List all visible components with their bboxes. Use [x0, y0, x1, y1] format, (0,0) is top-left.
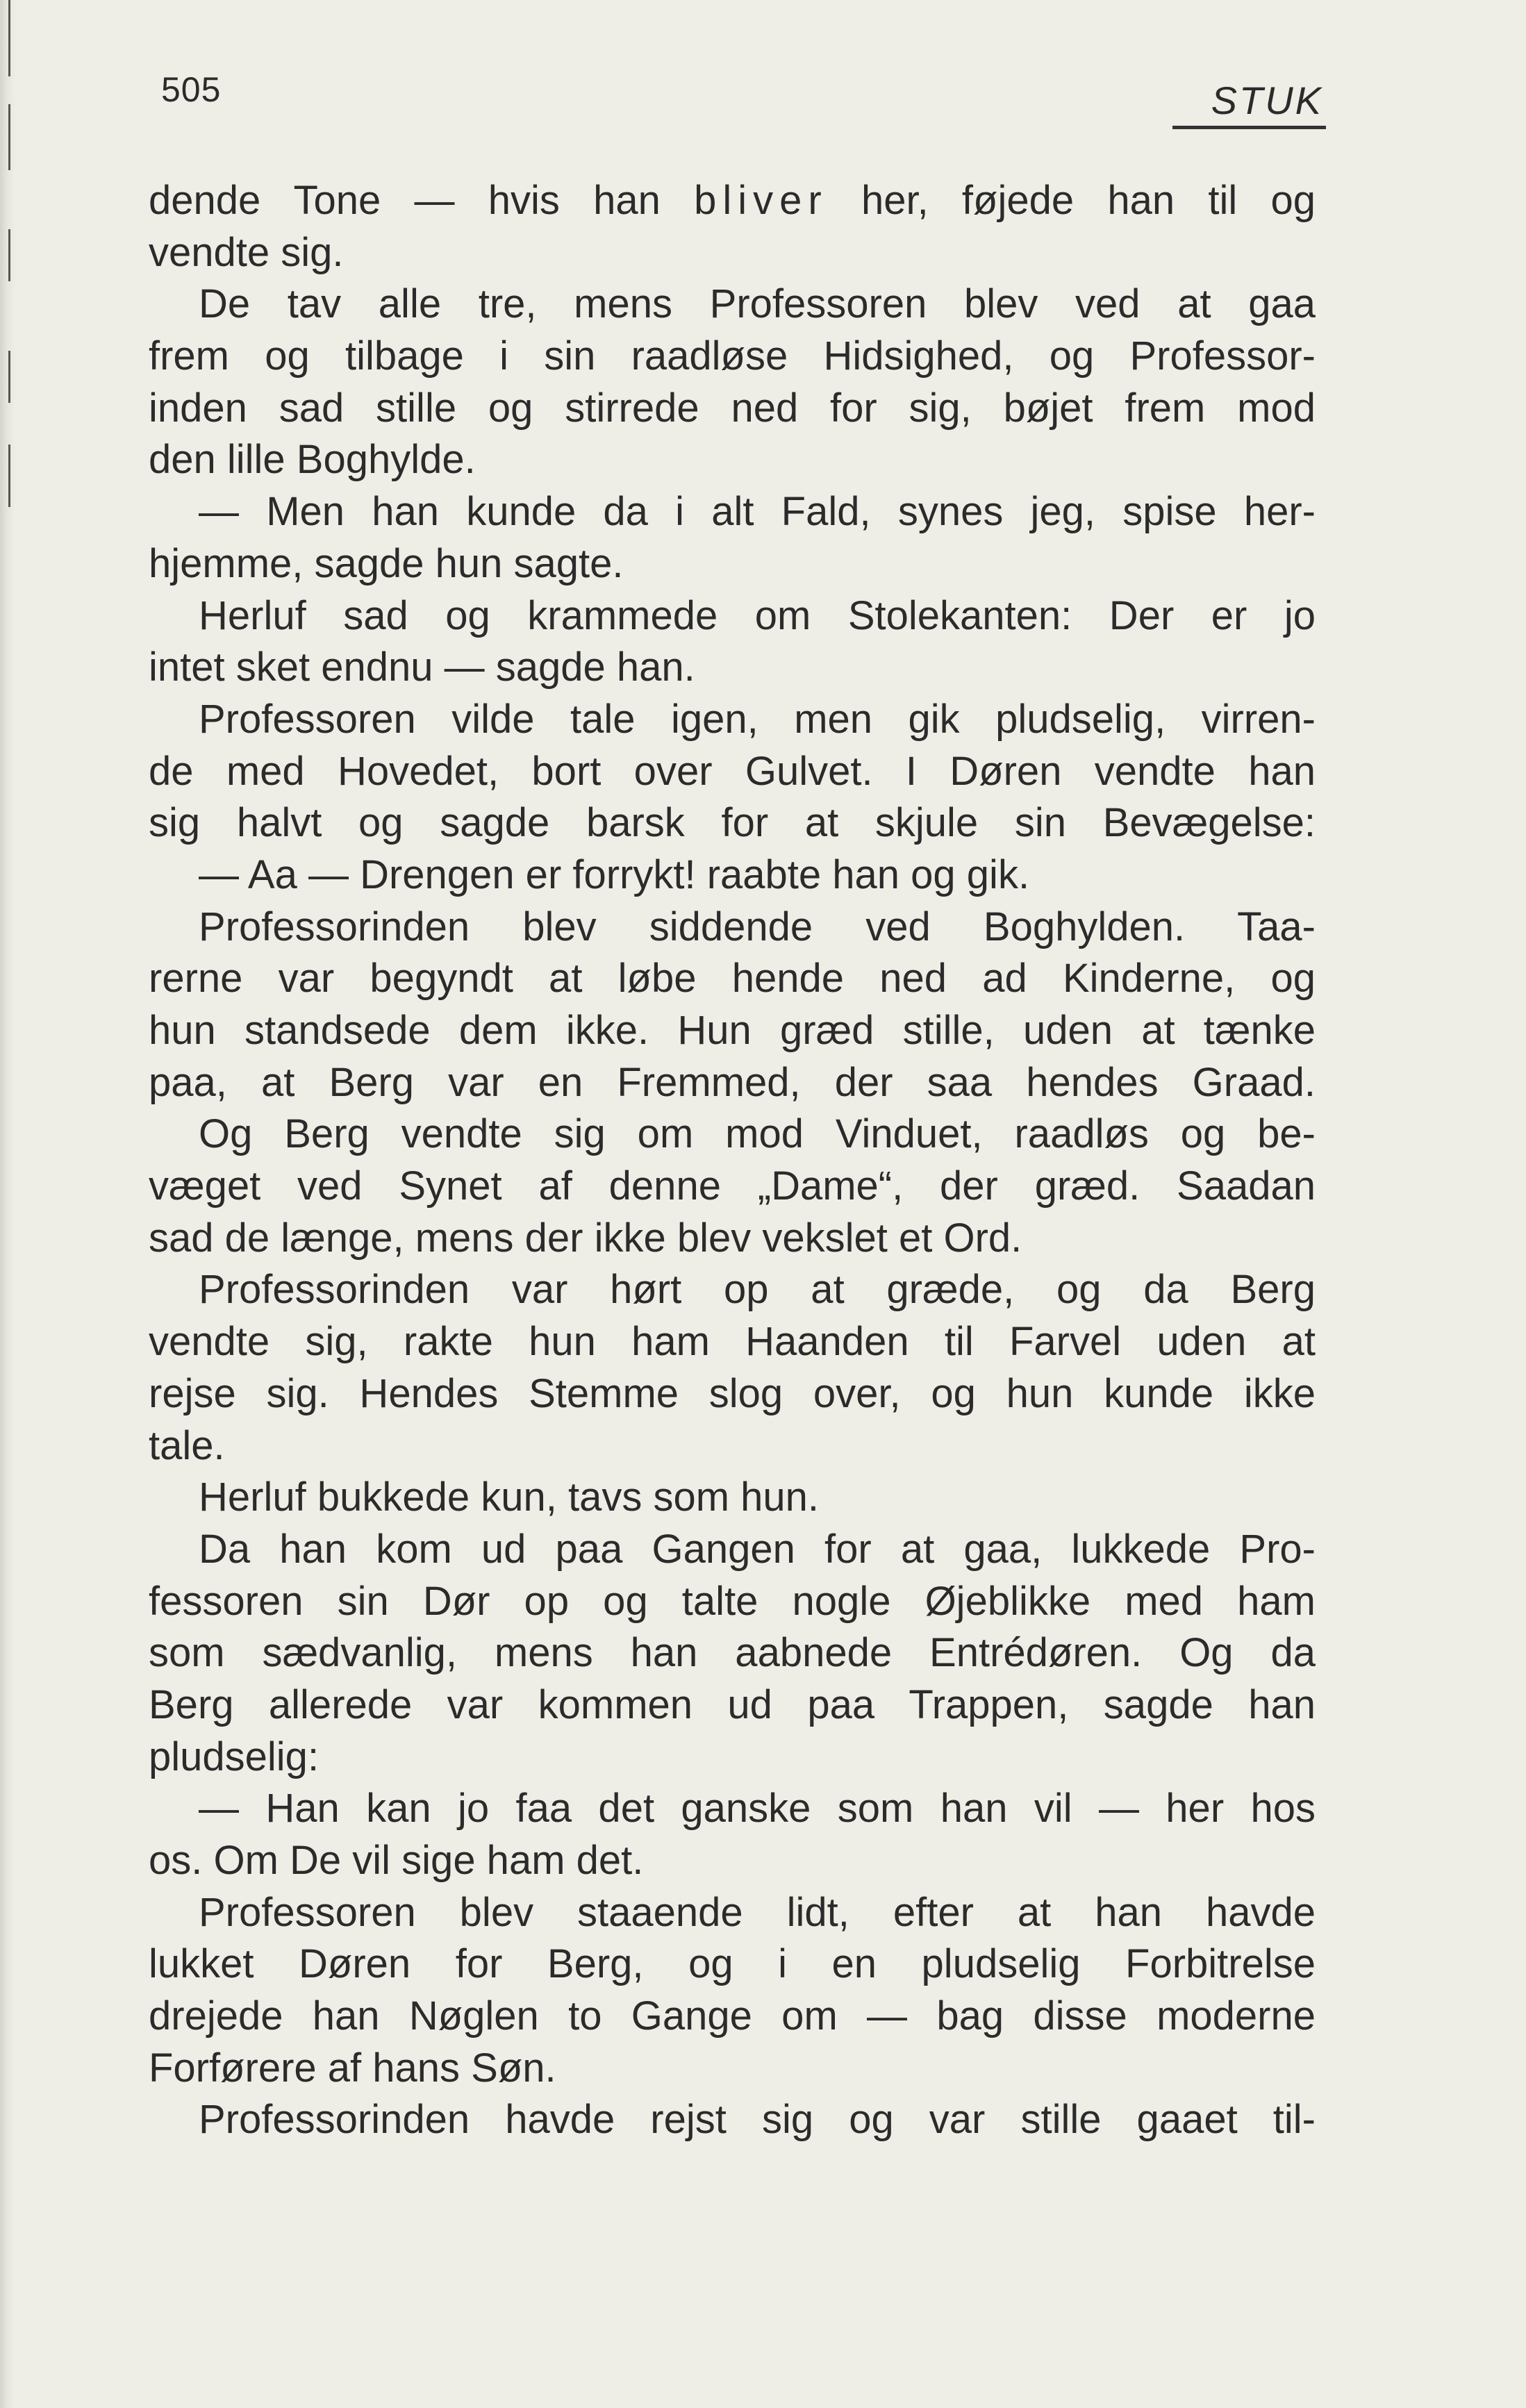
emphasized-word: bliver — [694, 178, 828, 223]
page-number: 505 — [161, 70, 222, 109]
text-line: Herluf bukkede kun, tavs som hun. — [199, 1475, 820, 1520]
text-line: inden sad stille og stirrede ned for sig, bøjet frem mod — [149, 385, 1316, 431]
text-line: Professoren blev staaende lidt, efter at han havde — [199, 1889, 1316, 1935]
text-line: drejede han Nøglen to Gange om — bag disse moderne — [149, 1993, 1316, 2039]
text-line — [149, 175, 1316, 227]
text-line: paa, at Berg var en Fremmed, der saa hendes Graad. — [149, 1059, 1316, 1105]
text-line: intet sket endnu — sagde han. — [149, 645, 695, 690]
text-line: sad de længe, mens der ikke blev vekslet et Ord. — [149, 1215, 1022, 1261]
text-line: Da han kom ud paa Gangen for at gaa, lukkede Pro- — [199, 1526, 1316, 1572]
text-line: — Aa — Drengen er forrykt! raabte han og gik. — [199, 852, 1030, 897]
text-line: væget ved Synet af denne „Dame“, der græd. Saadan — [149, 1163, 1316, 1209]
text-line: de med Hovedet, bort over Gulvet. I Døren vendte han — [149, 748, 1316, 794]
text-line: Forførere af hans Søn. — [149, 2045, 556, 2091]
text-line: hjemme, sagde hun sagte. — [149, 540, 624, 586]
page-edge-shadow — [0, 0, 15, 2408]
text-line: Professorinden blev siddende ved Boghylden. Taa- — [199, 904, 1316, 949]
binding-mark — [8, 445, 10, 507]
text-line: vendte sig, rakte hun ham Haanden til Farvel uden at — [149, 1319, 1316, 1365]
text-segment: her, føjede han til og — [827, 178, 1316, 223]
text-line: vendte sig. — [149, 229, 344, 275]
text-line: Berg allerede var kommen ud paa Trappen, sagde han — [149, 1682, 1316, 1727]
running-title: STUK — [1172, 78, 1326, 129]
text-line: Professoren vilde tale igen, men gik pludselig, virren- — [199, 696, 1316, 742]
text-segment: dende Tone — hvis han — [149, 178, 695, 223]
text-line: Herluf sad og krammede om Stolekanten: Der er jo — [199, 592, 1316, 638]
binding-mark — [8, 104, 10, 170]
text-line: som sædvanlig, mens han aabnede Entrédøren. Og da — [149, 1630, 1316, 1676]
binding-mark — [8, 351, 10, 403]
text-line: os. Om De vil sige ham det. — [149, 1838, 644, 1883]
text-line: — Men han kunde da i alt Fald, synes jeg, spise her- — [199, 489, 1316, 535]
text-line: tale. — [149, 1422, 225, 1468]
text-line: rejse sig. Hendes Stemme slog over, og hun kunde ikke — [149, 1370, 1316, 1416]
text-line: fessoren sin Dør op og talte nogle Øjeblikke med ham — [149, 1578, 1316, 1624]
page-header — [161, 69, 1326, 132]
text-line: sig halvt og sagde barsk for at skjule sin Bevægelse: — [149, 800, 1316, 846]
text-line: rerne var begyndt at løbe hende ned ad Kinderne, og — [149, 956, 1316, 1002]
text-line: pludselig: — [149, 1734, 320, 1779]
text-line: lukket Døren for Berg, og i en pludselig Forbitrelse — [149, 1941, 1316, 1987]
text-line: Professorinden havde rejst sig og var stille gaaet til- — [199, 2097, 1316, 2143]
text-line: De tav alle tre, mens Professoren blev ved at gaa — [199, 281, 1316, 327]
text-line: Og Berg vendte sig om mod Vinduet, raadløs og be- — [199, 1111, 1316, 1157]
body-text — [149, 175, 1316, 2146]
binding-mark — [8, 0, 10, 76]
text-line: hun standsede dem ikke. Hun græd stille, uden at tænke — [149, 1008, 1316, 1053]
text-line: frem og tilbage i sin raadløse Hidsighed, og Professor- — [149, 333, 1316, 379]
text-line: — Han kan jo faa det ganske som han vil — her hos — [199, 1786, 1316, 1832]
binding-mark — [8, 229, 10, 281]
text-line: den lille Boghylde. — [149, 437, 476, 483]
text-line: Professorinden var hørt op at græde, og da Berg — [199, 1267, 1316, 1313]
